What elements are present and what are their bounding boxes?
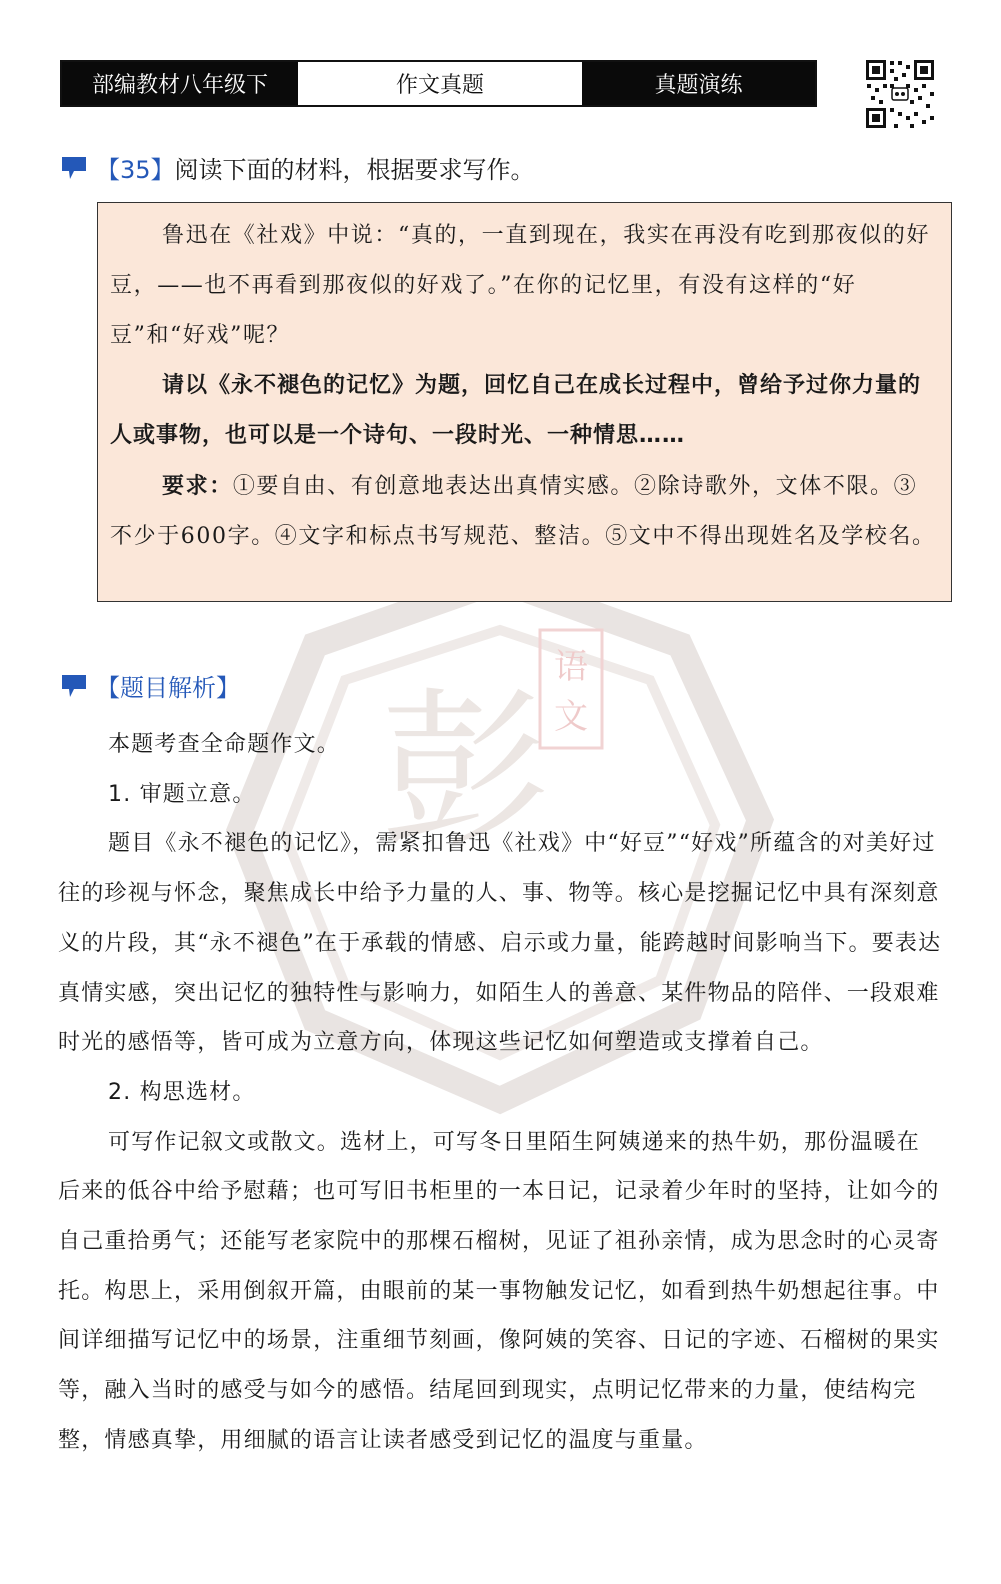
analysis-body (58, 720, 942, 1466)
section-1-text: 题目《永不褪色的记忆》，需紧扣鲁迅《社戏》中“好豆”“好戏”所蕴含的对美好过往的珍视与怀念，聚焦成长中给予力量的人、事、物等。核心是挖掘记忆中具有深刻意义的片段，其“永不褪色”在于承载的情感、启示或力量，能跨越时间影响当下。要表达真情实感，突出记忆的独特性与影响力，如陌生人的善意、某件物品的陪伴、一段艰难时光的感悟等，皆可成为立意方向，体现这些记忆如何塑造或支撑着自己。 (58, 831, 942, 1056)
material-paragraph-1: 鲁迅在《社戏》中说：“真的，一直到现在，我实在再没有吃到那夜似的好豆，——也不再看到那夜似的好戏了。”在你的记忆里，有没有这样的“好豆”和“好戏”呢？ (110, 223, 931, 348)
material-box (97, 202, 952, 602)
watermark-seal-bottom: 文 (554, 697, 588, 737)
speech-bubble-icon (60, 155, 90, 181)
watermark-main-char: 彭 (380, 673, 551, 871)
requirements-text: ①要自由、有创意地表达出真情实感。②除诗歌外，文体不限。③不少于600字。④文字和标点书写规范、整洁。⑤文中不得出现姓名及学校名。 (110, 474, 936, 549)
header-practice: 真题演练 (582, 62, 815, 105)
requirements (110, 461, 939, 562)
header-grade: 部编教材八年级下 (62, 62, 298, 105)
question-prompt: 阅读下面的材料，根据要求写作。 (174, 156, 535, 184)
question-heading (60, 150, 535, 185)
analysis-title: 【题目解析】 (96, 674, 240, 702)
qr-code-icon[interactable] (864, 58, 936, 130)
analysis-heading (60, 668, 240, 703)
requirements-label: 要求： (162, 473, 233, 499)
header-bar (60, 60, 817, 107)
question-number: 【35】 (96, 156, 175, 184)
section-2-text: 可写作记叙文或散文。选材上，可写冬日里陌生阿姨递来的热牛奶，那份温暖在后来的低谷中给予慰藉；也可写旧书柜里的一本日记，记录着少年时的坚持，让如今的自己重拾勇气；还能写老家院中的那棵石榴树，见证了祖孙亲情，成为思念时的心灵寄托。构思上，采用倒叙开篇，由眼前的某一事物触发记忆，如看到热牛奶想起往事。中间详细描写记忆中的场景，注重细节刻画，像阿姨的笑容、日记的字迹、石榴树的果实等，融入当时的感受与如今的感悟。结尾回到现实，点明记忆带来的力量，使结构完整，情感真挚，用细腻的语言让读者感受到记忆的温度与重量。 (58, 1129, 940, 1453)
material-paragraph-2: 请以《永不褪色的记忆》为题，回忆自己在成长过程中，曾给予过你力量的人或事物，也可以是一个诗句、一段时光、一种情思…… (110, 373, 922, 448)
watermark-seal-top: 语 (554, 647, 588, 687)
header-category: 作文真题 (298, 62, 582, 105)
section-2-title: 2. 构思选材。 (108, 1079, 256, 1105)
speech-bubble-icon (60, 673, 90, 699)
analysis-intro: 本题考查全命题作文。 (108, 732, 341, 757)
section-1-title: 1. 审题立意。 (108, 781, 256, 807)
